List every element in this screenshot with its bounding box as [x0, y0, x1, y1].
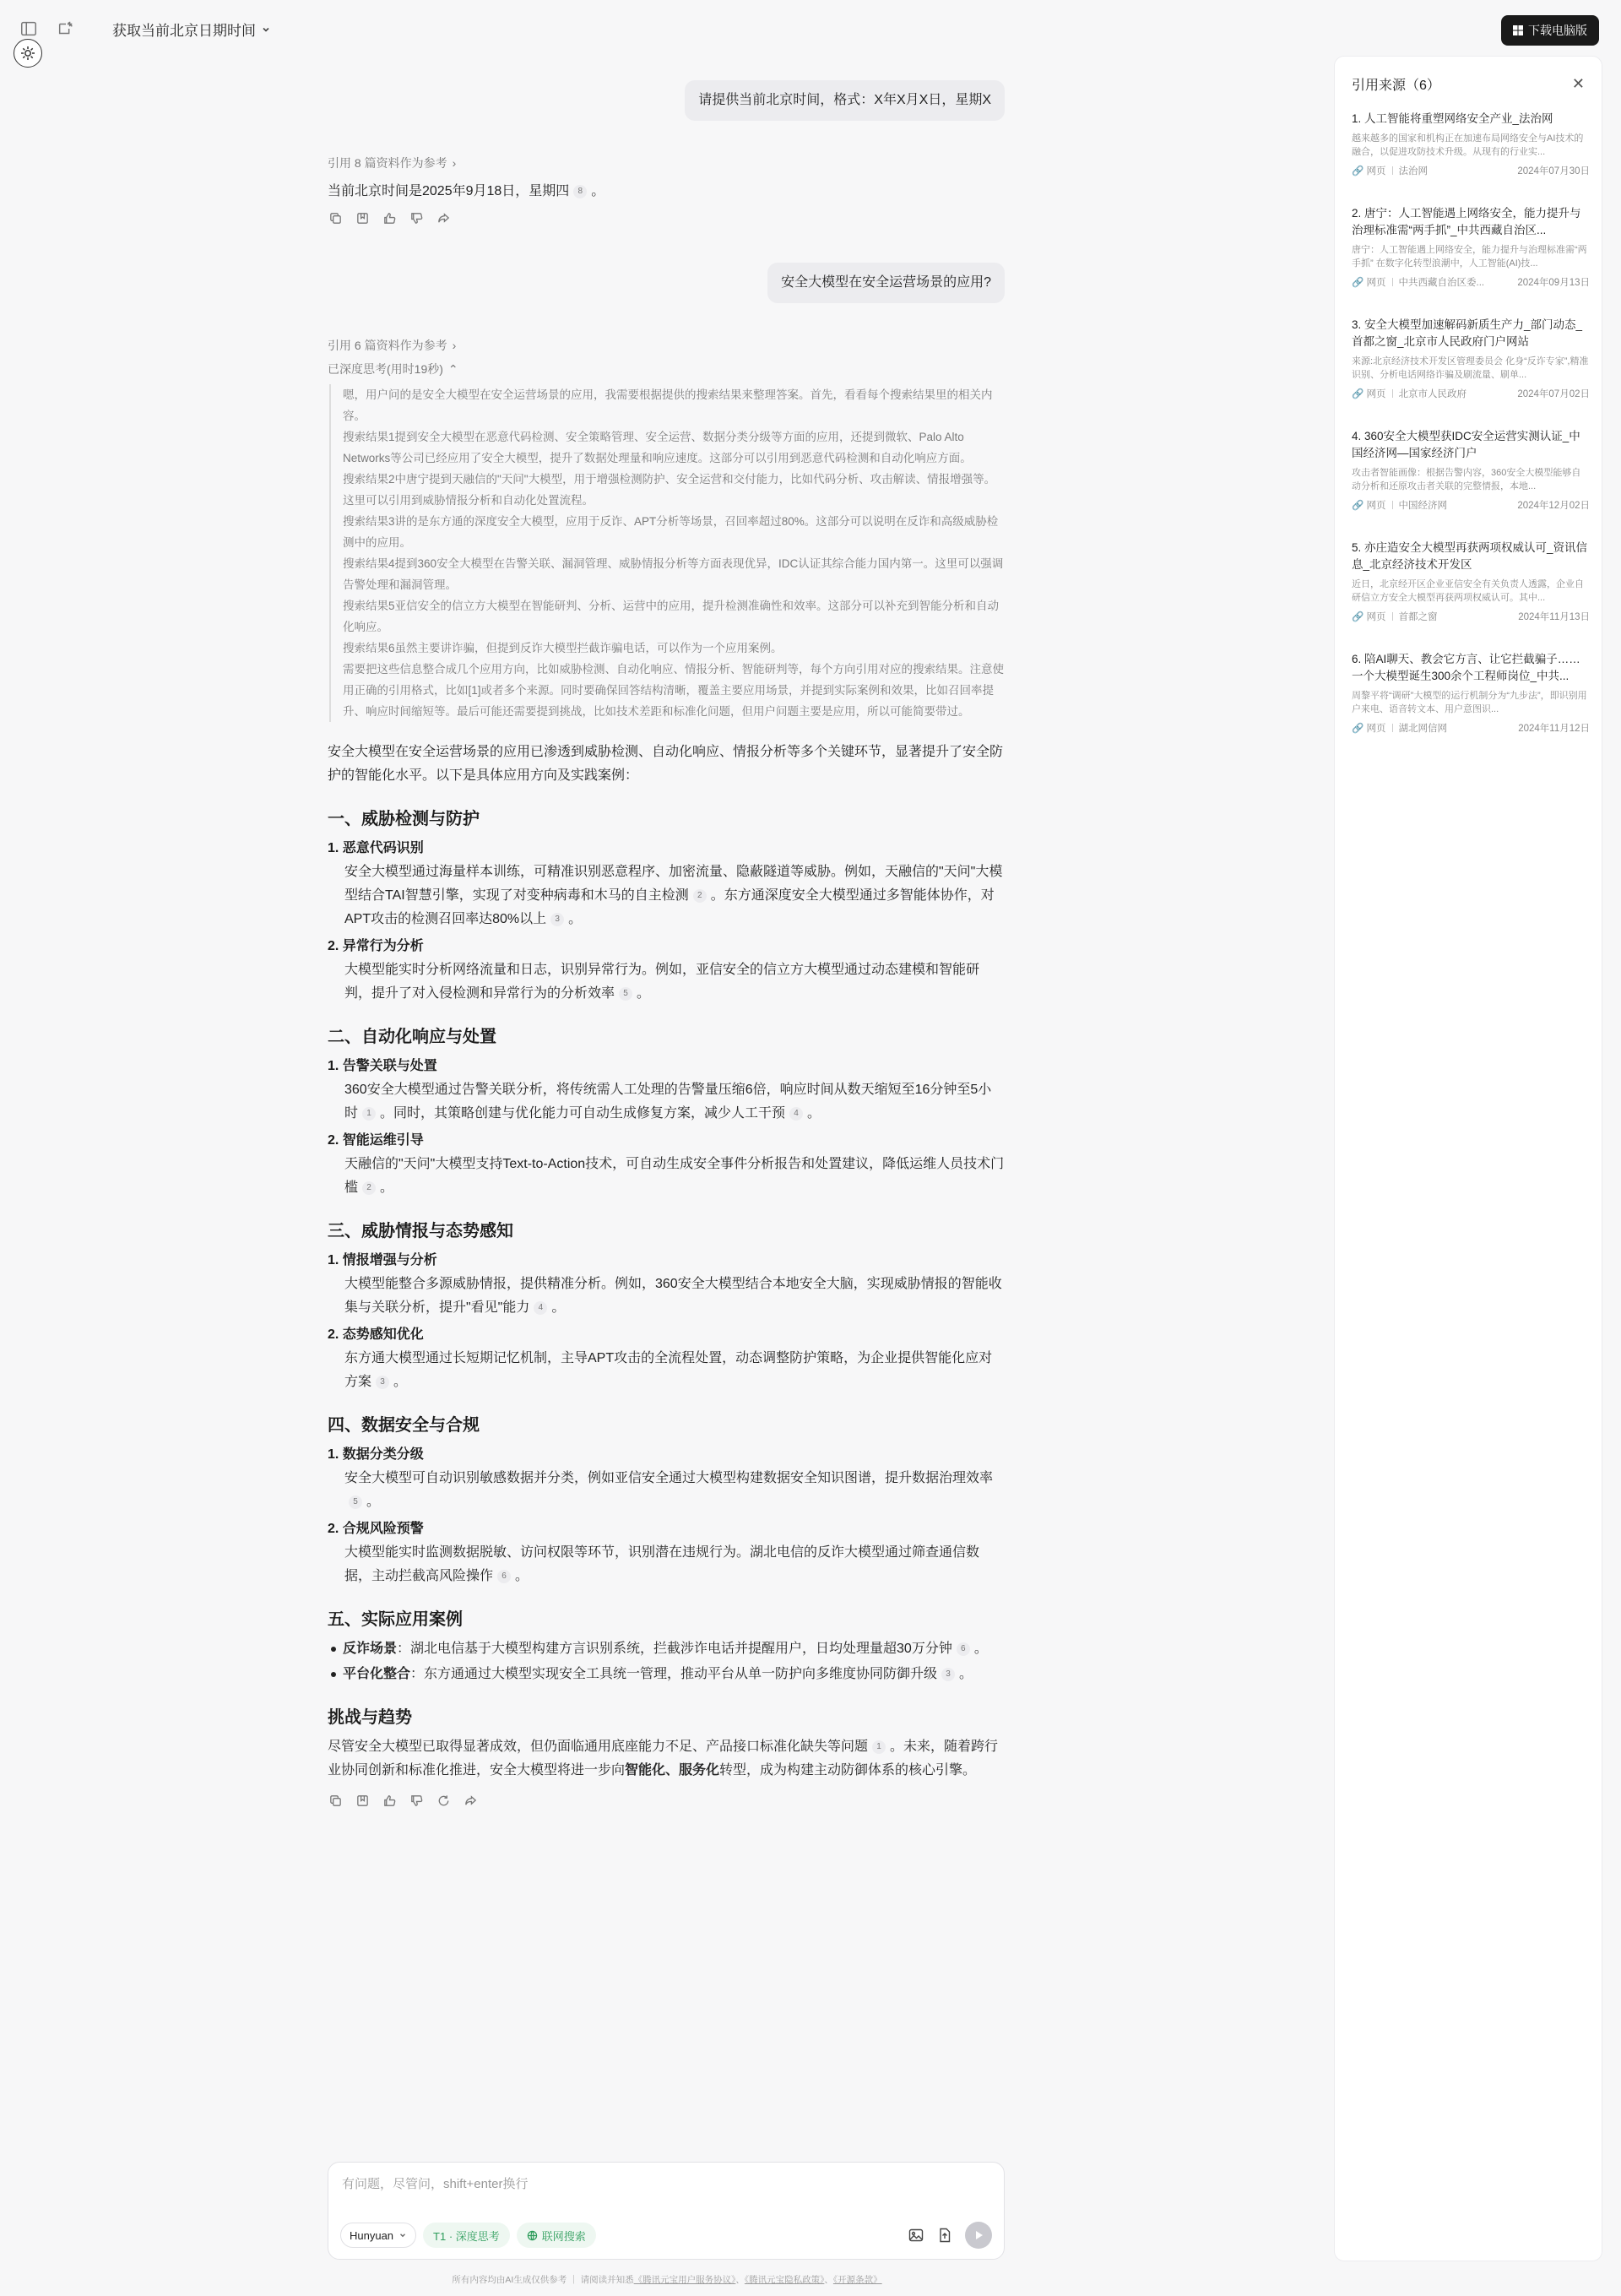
source-item[interactable] [1352, 428, 1590, 512]
thinking-content [329, 384, 1005, 722]
bookmark-icon[interactable] [355, 1793, 370, 1808]
citation-badge[interactable]: 6 [957, 1642, 970, 1656]
source-date: 2024年07月30日 [1517, 166, 1590, 176]
link-icon: 🔗 [1352, 278, 1364, 288]
yuanbao-logo-icon [14, 39, 42, 68]
footer-disclaimer: 所有内容均由AI生成仅供参考 ｜ 请阅读并知悉《腾讯元宝用户服务协议》、《腾讯元宝隐私政策》、《开源条款》 [452, 2275, 882, 2285]
thinking-paragraph: 搜索结果1提到安全大模型在恶意代码检测、安全策略管理、安全运营、数据分类分级等方面的应用，还提到微软、Palo Alto Networks等公司已经应用了安全大模型，提升了数据处理量和响应速度。这部分可以引用到恶意代码检测和自动化响应方面。 [343, 431, 972, 464]
citation-badge[interactable]: 1 [362, 1107, 376, 1121]
source-snippet: 周黎平将“调研”大模型的运行机制分为“九步法”，即识别用户来电、语音转文本、用户意图识... [1352, 691, 1587, 714]
citation-badge[interactable]: 8 [573, 185, 587, 198]
input-toolbar [340, 2222, 992, 2249]
footer-text: 所有内容均由AI生成仅供参考 ｜ 请阅读并知悉 [452, 2275, 634, 2285]
section-heading: 五、实际应用案例 [328, 1610, 463, 1629]
copy-icon[interactable] [328, 1793, 343, 1808]
source-type: 网页 [1366, 389, 1386, 399]
source-meta [1352, 387, 1590, 400]
citation-badge[interactable]: 3 [376, 1376, 389, 1389]
bullet-dot [331, 1647, 336, 1652]
item-title: 2. 智能运维引导 [328, 1133, 424, 1148]
deep-think-label: T1 · 深度思考 [433, 2229, 500, 2243]
regenerate-icon[interactable] [436, 1793, 451, 1808]
chevron-down-icon [398, 2231, 407, 2239]
bullet-body: ：湖北电信基于大模型构建方言识别系统，拦截涉诈电话并提醒用户，日均处理量超30万分钟 [397, 1642, 952, 1656]
source-site: 法治网 [1398, 166, 1429, 176]
source-date: 2024年09月13日 [1517, 278, 1590, 288]
source-site: 湖北网信网 [1398, 724, 1448, 734]
answer-bold-text: 智能化、服务化 [625, 1763, 720, 1778]
item-title: 1. 告警关联与处置 [328, 1059, 437, 1073]
opensource-link[interactable]: 《开源条款》 [832, 2275, 882, 2285]
item-text: 。东方通深度安全大模型通过多智能体协作，对APT攻击的检测召回率达80%以上 [344, 888, 995, 926]
bullet-label: 反诈场景 [343, 1642, 398, 1656]
windows-icon [1513, 25, 1523, 35]
image-upload-icon[interactable] [908, 2227, 924, 2244]
section-heading: 三、威胁情报与态势感知 [328, 1222, 513, 1240]
answer-text: 当前北京时间是2025年9月18日，星期四 [328, 184, 570, 198]
source-date: 2024年11月13日 [1518, 612, 1590, 622]
source-item[interactable] [1352, 651, 1590, 735]
source-meta [1352, 275, 1590, 289]
user-message [328, 263, 1005, 303]
item-body: 东方通大模型通过长短期记忆机制，主导APT攻击的全流程处置，动态调整防护策略，为企业提供智能化应对方案 3 。 [344, 1351, 993, 1389]
sources-header [1352, 73, 1585, 94]
close-icon[interactable]: ✕ [1571, 74, 1585, 92]
answer-item [328, 1055, 1005, 1126]
file-upload-icon[interactable] [936, 2227, 953, 2244]
item-title: 1. 情报增强与分析 [328, 1253, 437, 1267]
citation-badge[interactable]: 5 [619, 987, 632, 1001]
source-snippet: 攻击者智能画像：根据告警内容，360安全大模型能够自动分析和还原攻击者关联的完整情报，本地... [1352, 468, 1581, 491]
message-actions [328, 210, 1005, 225]
link-icon: 🔗 [1352, 166, 1364, 176]
chevron-down-icon [261, 24, 271, 35]
source-title: 1. 人工智能将重塑网络安全产业_法治网 [1352, 112, 1553, 125]
bullet-text: 平台化整合：东方通通过大模型实现安全工具统一管理，推动平台从单一防护向多维度协同防御升级 3 。 [343, 1667, 973, 1681]
answer-intro: 安全大模型在安全运营场景的应用已渗透到威胁检测、自动化响应、情报分析等多个关键环节，显著提升了安全防护的智能化水平。以下是具体应用方向及实践案例： [328, 745, 1004, 783]
thinking-paragraph: 搜索结果2中唐宁提到天融信的"天问"大模型，用于增强检测防护、安全运营和交付能力，比如代码分析、攻击解读、情报增强等。这里可以引用到威胁情报分析和自动化处置流程。 [343, 473, 996, 507]
source-snippet: 越来越多的国家和机构正在加速布局网络安全与AI技术的融合，以促进攻防技术升级。从现有的行业实... [1352, 133, 1584, 157]
terms-link[interactable]: 《腾讯元宝用户服务协议》 [633, 2275, 736, 2285]
privacy-link[interactable]: 《腾讯元宝隐私政策》 [744, 2275, 825, 2285]
source-site: 中国经济网 [1398, 501, 1448, 511]
download-desktop-button[interactable] [1501, 15, 1599, 46]
thinking-label: 已深度思考(用时19秒) [328, 362, 443, 376]
web-search-label: 联网搜索 [541, 2229, 586, 2243]
new-chat-icon[interactable] [56, 19, 76, 39]
source-title: 4. 360安全大模型获IDC安全运营实测认证_中国经济网—国家经济门户 [1352, 430, 1580, 459]
answer-item [328, 1323, 1005, 1394]
chat-thread [328, 76, 1005, 1808]
source-meta [1352, 610, 1590, 623]
source-title: 5. 亦庄造安全大模型再获两项权威认可_资讯信息_北京经济技术开发区 [1352, 541, 1588, 571]
thinking-paragraph: 搜索结果3讲的是东方通的深度安全大模型，应用于反诈、APT分析等场景，召回率超过80%。这部分可以说明在反诈和高级威胁检测中的应用。 [343, 515, 999, 549]
user-message [328, 80, 1005, 121]
bullet-text: 反诈场景：湖北电信基于大模型构建方言识别系统，拦截涉诈电话并提醒用户，日均处理量超30万分钟 6 。 [343, 1642, 988, 1656]
user-bubble: 请提供当前北京时间，格式：X年X月X日，星期X [685, 80, 1005, 121]
references-label: 引用 8 篇资料作为参考 [328, 156, 447, 170]
link-icon: 🔗 [1352, 501, 1364, 511]
answer-text: 尽管安全大模型已取得显著成效，但仍面临通用底座能力不足、产品接口标准化缺失等问题 [328, 1740, 869, 1754]
sources-panel [1334, 56, 1602, 2261]
bullet-label: 平台化整合 [343, 1667, 411, 1681]
sources-title: 引用来源（6） [1352, 78, 1440, 93]
sidebar-toggle-icon[interactable] [19, 19, 39, 39]
globe-icon [527, 2230, 538, 2241]
chevron-right-icon: › [452, 156, 457, 170]
item-text: 东方通大模型通过长短期记忆机制，主导APT攻击的全流程处置，动态调整防护策略，为企业提供智能化应对方案 [344, 1351, 993, 1389]
source-site: 北京市人民政府 [1398, 389, 1467, 399]
source-item[interactable] [1352, 317, 1590, 400]
references-link[interactable] [328, 337, 1005, 354]
chat-input-box[interactable] [328, 2162, 1005, 2260]
item-text: 大模型能实时监测数据脱敏、访问权限等环节，识别潜在违规行为。湖北电信的反诈大模型通过筛查通信数据，主动拦截高风险操作 [344, 1545, 980, 1583]
answer-item [328, 1249, 1005, 1320]
section-heading: 挑战与趋势 [328, 1708, 412, 1727]
source-meta [1352, 721, 1590, 735]
source-title: 3. 安全大模型加速解码新质生产力_部门动态_首都之窗_北京市人民政府门户网站 [1352, 318, 1583, 348]
message-actions [328, 1793, 1005, 1808]
source-meta [1352, 498, 1590, 512]
web-search-toggle[interactable] [517, 2223, 596, 2248]
source-site: 中共西藏自治区委... [1398, 278, 1485, 288]
source-snippet: 近日，北京经开区企业亚信安全有关负责人透露，企业自研信立方安全大模型再获两项权威认可。其中... [1352, 579, 1584, 603]
source-type: 网页 [1366, 612, 1386, 622]
answer-item [328, 1129, 1005, 1200]
send-arrow-icon [973, 2229, 984, 2241]
source-meta [1352, 164, 1590, 177]
item-body: 安全大模型可自动识别敏感数据并分类，例如亚信安全通过大模型构建数据安全知识图谱，提升数据治理效率5 。 [344, 1471, 994, 1509]
thinking-paragraph: 嗯，用户问的是安全大模型在安全运营场景的应用，我需要根据提供的搜索结果来整理答案。首先，看看每个搜索结果里的相关内容。 [343, 388, 993, 422]
answer-item [328, 1443, 1005, 1514]
item-body: 大模型能整合多源威胁情报，提供精准分析。例如，360安全大模型结合本地安全大脑，实现威胁情报的智能收集与关联分析，提升"看见"能力 4 。 [344, 1277, 1002, 1315]
bullet-item [328, 1637, 1005, 1661]
item-title: 2. 异常行为分析 [328, 939, 424, 953]
item-body: 360安全大模型通过告警关联分析，将传统需人工处理的告警量压缩6倍，响应时间从数天缩短至16分钟至5小时 1 。同时，其策略创建与优化能力可自动生成修复方案，减少人工干预 4 。 [344, 1083, 992, 1121]
source-date: 2024年11月12日 [1518, 724, 1590, 734]
item-body: 天融信的"天问"大模型支持Text-to-Action技术，可自动生成安全事件分析报告和处置建议，降低运维人员技术门槛 2 。 [344, 1157, 1005, 1195]
references-label: 引用 6 篇资料作为参考 [328, 339, 447, 352]
source-type: 网页 [1366, 278, 1386, 288]
item-body: 安全大模型通过海量样本训练，可精准识别恶意程序、加密流量、隐蔽隧道等威胁。例如，天融信的"天问"大模型结合TAI智慧引擎，实现了对变种病毒和木马的自主检测 2 。东方通深度安全大模型通过多智能体协作，对APT攻击的检测召回率达80%以上 3 。 [344, 865, 1003, 926]
deep-think-toggle[interactable] [423, 2223, 510, 2248]
citation-badge[interactable]: 2 [693, 889, 707, 903]
section-heading: 一、威胁检测与防护 [328, 810, 480, 828]
thinking-paragraph: 搜索结果6虽然主要讲诈骗，但提到反诈大模型拦截诈骗电话，可以作为一个应用案例。 [343, 642, 783, 654]
citation-badge[interactable]: 2 [362, 1181, 376, 1195]
bullet-item [328, 1663, 1005, 1686]
send-button[interactable] [965, 2222, 992, 2249]
thumbs-up-icon[interactable] [382, 210, 397, 225]
item-body: 大模型能实时监测数据脱敏、访问权限等环节，识别潜在违规行为。湖北电信的反诈大模型通过筛查通信数据，主动拦截高风险操作 6 。 [344, 1545, 980, 1583]
source-title: 2. 唐宁：人工智能遇上网络安全，能力提升与治理标准需“两手抓”_中共西藏自治区... [1352, 207, 1581, 236]
answer-item [328, 935, 1005, 1006]
answer-paragraph: 当前北京时间是2025年9月18日，星期四 8 。 [328, 184, 605, 198]
link-icon: 🔗 [1352, 389, 1364, 399]
conversation-title-text: 获取当前北京日期时间 [112, 23, 256, 39]
citation-badge[interactable]: 3 [941, 1668, 955, 1681]
source-type: 网页 [1366, 166, 1386, 176]
bullet-dot [331, 1672, 336, 1677]
thinking-paragraph: 需要把这些信息整合成几个应用方向，比如威胁检测、自动化响应、情报分析、智能研判等，每个方向引用对应的搜索结果。注意使用正确的引用格式，比如[1]或者多个来源。同时要确保回答结构清晰，覆盖主要应用场景，并提到实际案例和效果，比如召回率提升、响应时间缩短等。最后可能还需要提到挑战，比如技术差距和标准化问题，但用户问题主要是应用，所以可能简要带过。 [343, 663, 1004, 718]
answer-text: 。未来，随着跨行业协同创新和标准化推进，安全大模型将进一步向 [328, 1740, 999, 1778]
item-title: 2. 态势感知优化 [328, 1327, 424, 1342]
chevron-up-icon: ⌃ [447, 361, 458, 376]
model-name: Hunyuan [350, 2228, 394, 2242]
answer-item [328, 1517, 1005, 1588]
source-title: 6. 陪AI聊天、教会它方言、让它拦截骗子……一个大模型诞生300余个工程师岗位_中共... [1352, 653, 1580, 682]
assistant-message [328, 155, 1005, 225]
source-site: 首都之窗 [1398, 612, 1438, 622]
item-title: 2. 合规风险预警 [328, 1522, 424, 1536]
chevron-right-icon: › [452, 339, 457, 352]
item-text: 安全大模型可自动识别敏感数据并分类，例如亚信安全通过大模型构建数据安全知识图谱，提升数据治理效率 [344, 1471, 994, 1485]
citation-badge[interactable]: 3 [550, 913, 564, 926]
link-icon: 🔗 [1352, 724, 1364, 734]
thumbs-down-icon[interactable] [409, 1793, 424, 1808]
item-text: 安全大模型通过海量样本训练，可精准识别恶意程序、加密流量、隐蔽隧道等威胁。例如，天融信的"天问"大模型结合TAI智慧引擎，实现了对变种病毒和木马的自主检测 [344, 865, 1003, 903]
source-item[interactable] [1352, 111, 1590, 177]
download-label: 下载电脑版 [1528, 24, 1587, 37]
input-actions [908, 2222, 992, 2249]
item-text: 。同时，其策略创建与优化能力可自动生成修复方案，减少人工干预 [380, 1106, 786, 1121]
answer-item [328, 837, 1005, 931]
section-heading: 二、自动化响应与处置 [328, 1028, 496, 1046]
citation-badge[interactable]: 1 [872, 1740, 886, 1754]
item-title: 1. 恶意代码识别 [328, 841, 424, 855]
bookmark-icon[interactable] [355, 210, 370, 225]
thumbs-up-icon[interactable] [382, 1793, 397, 1808]
source-date: 2024年12月02日 [1517, 501, 1590, 511]
item-text: 大模型能实时分析网络流量和日志，识别异常行为。例如，亚信安全的信立方大模型通过动态建模和智能研判，提升了对入侵检测和异常行为的分析效率 [344, 963, 980, 1001]
source-item[interactable] [1352, 540, 1590, 623]
source-snippet: 唐宁：人工智能遇上网络安全，能力提升与治理标准需“两手抓” 在数字化转型浪潮中，人工智能(AI)技... [1352, 245, 1587, 269]
item-title: 1. 数据分类分级 [328, 1447, 424, 1462]
citation-badge[interactable]: 4 [789, 1107, 803, 1121]
chat-input-placeholder[interactable]: 有问题，尽管问，shift+enter换行 [342, 2177, 529, 2191]
user-bubble: 安全大模型在安全运营场景的应用? [767, 263, 1005, 303]
answer-text: 转型，成为构建主动防御体系的核心引擎。 [719, 1763, 977, 1778]
source-type: 网页 [1366, 501, 1386, 511]
citation-badge[interactable]: 4 [534, 1301, 547, 1315]
source-item[interactable] [1352, 205, 1590, 289]
top-bar [0, 0, 1621, 59]
section-heading: 四、数据安全与合规 [328, 1416, 480, 1435]
references-link[interactable] [328, 155, 1005, 171]
link-icon: 🔗 [1352, 612, 1364, 622]
source-type: 网页 [1366, 724, 1386, 734]
source-snippet: 来源:北京经济技术开发区管理委员会 化身“反诈专家”,精准识别、分析电话网络诈骗及刷流量、刷单... [1352, 356, 1589, 380]
citation-badge[interactable]: 6 [497, 1570, 511, 1583]
item-body: 大模型能实时分析网络流量和日志，识别异常行为。例如，亚信安全的信立方大模型通过动态建模和智能研判，提升了对入侵检测和异常行为的分析效率 5 。 [344, 963, 980, 1001]
source-date: 2024年07月02日 [1517, 389, 1590, 399]
model-selector[interactable] [340, 2223, 416, 2248]
copy-icon[interactable] [328, 210, 343, 225]
share-icon[interactable] [436, 210, 451, 225]
answer-paragraph [328, 1735, 1005, 1783]
conversation-title[interactable] [112, 19, 271, 40]
thinking-paragraph: 搜索结果4提到360安全大模型在告警关联、漏洞管理、威胁情报分析等方面表现优异，IDC认证其综合能力国内第一。这里可以强调告警处理和漏洞管理。 [343, 557, 1004, 591]
assistant-message [328, 337, 1005, 1808]
deep-thinking-toggle[interactable] [328, 361, 1005, 377]
thinking-paragraph: 搜索结果5亚信安全的信立方大模型在智能研判、分析、运营中的应用，提升检测准确性和效率。这部分可以补充到智能分析和自动化响应。 [343, 600, 1000, 633]
bullet-body: ：东方通通过大模型实现安全工具统一管理，推动平台从单一防护向多维度协同防御升级 [410, 1667, 938, 1681]
citation-badge[interactable]: 5 [349, 1495, 362, 1509]
item-text: 大模型能整合多源威胁情报，提供精准分析。例如，360安全大模型结合本地安全大脑，实现威胁情报的智能收集与关联分析，提升"看见"能力 [344, 1277, 1002, 1315]
item-text: 天融信的"天问"大模型支持Text-to-Action技术，可自动生成安全事件分析报告和处置建议，降低运维人员技术门槛 [344, 1157, 1005, 1195]
item-text: 360安全大模型通过告警关联分析，将传统需人工处理的告警量压缩6倍，响应时间从数天缩短至16分钟至5小时 [344, 1083, 992, 1121]
thumbs-down-icon[interactable] [409, 210, 424, 225]
share-icon[interactable] [463, 1793, 478, 1808]
